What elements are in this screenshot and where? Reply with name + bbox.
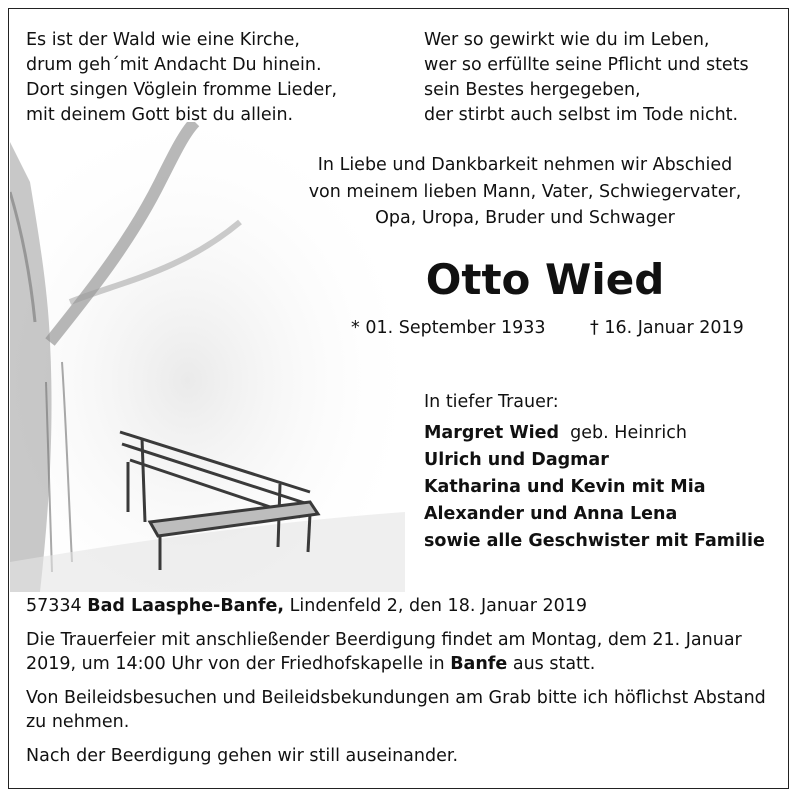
poem-right-line: wer so erfüllte seine Pflicht und stets — [424, 55, 749, 75]
birth-date: * 01. September 1933 — [351, 318, 546, 338]
mourner-name: Katharina und Kevin mit Mia — [424, 477, 706, 497]
poem-left — [26, 28, 366, 128]
death-date: † 16. Januar 2019 — [590, 318, 744, 338]
poem-right — [424, 28, 784, 128]
poem-left-line: drum geh´mit Andacht Du hinein. — [26, 55, 322, 75]
intro-line: Opa, Uropa, Bruder und Schwager — [375, 208, 675, 228]
mourners-heading: In tiefer Trauer: — [424, 392, 559, 412]
poem-left-line: Dort singen Vöglein fromme Lieder, — [26, 80, 338, 100]
postcode: 57334 — [26, 596, 82, 616]
funeral-text-end: aus statt. — [512, 654, 596, 674]
poem-left-line: Es ist der Wald wie eine Kirche, — [26, 30, 300, 50]
mourner-entry — [424, 447, 765, 474]
mourner-name: Alexander und Anna Lena — [424, 504, 678, 524]
address-rest: Lindenfeld 2, den 18. Januar 2019 — [289, 596, 588, 616]
mourner-entry — [424, 528, 765, 555]
intro-line: von meinem lieben Mann, Vater, Schwiegervater, — [308, 181, 742, 202]
mourner-entry — [424, 420, 765, 447]
mourner-name: Margret Wied — [424, 423, 560, 443]
mourner-entry — [424, 474, 765, 501]
funeral-text: Die Trauerfeier mit anschließender Beerdigung findet am Montag, dem 21. Januar 2019, um 14:00 Uhr von der Friedhofskapelle in — [26, 630, 742, 674]
poem-left-line: mit deinem Gott bist du allein. — [26, 105, 294, 125]
address-line — [26, 594, 766, 618]
deceased-name: Otto Wied — [425, 255, 665, 304]
intro-line: In Liebe und Dankbarkeit nehmen wir Abschied — [317, 155, 733, 175]
footer-info — [26, 594, 766, 778]
funeral-place: Banfe — [450, 654, 508, 674]
mourner-entry — [424, 501, 765, 528]
condolence-note: Von Beileidsbesuchen und Beileidsbekundungen am Grab bitte ich höflichst Abstand zu nehmen. — [26, 688, 766, 732]
town: Bad Laasphe-Banfe, — [87, 596, 285, 616]
poem-right-line: Wer so gewirkt wie du im Leben, — [424, 30, 710, 50]
funeral-notice — [26, 628, 766, 676]
poem-right-line: der stirbt auch selbst im Tode nicht. — [424, 105, 739, 125]
mourners-block — [424, 389, 765, 555]
farewell-intro — [305, 152, 745, 232]
closing-note: Nach der Beerdigung gehen wir still auseinander. — [26, 746, 459, 766]
poem-right-line: sein Bestes hergegeben, — [424, 80, 641, 100]
mourner-name: Ulrich und Dagmar — [424, 450, 609, 470]
mourner-suffix: geb. Heinrich — [559, 423, 687, 443]
mourner-name: sowie alle Geschwister mit Familie — [424, 531, 765, 551]
